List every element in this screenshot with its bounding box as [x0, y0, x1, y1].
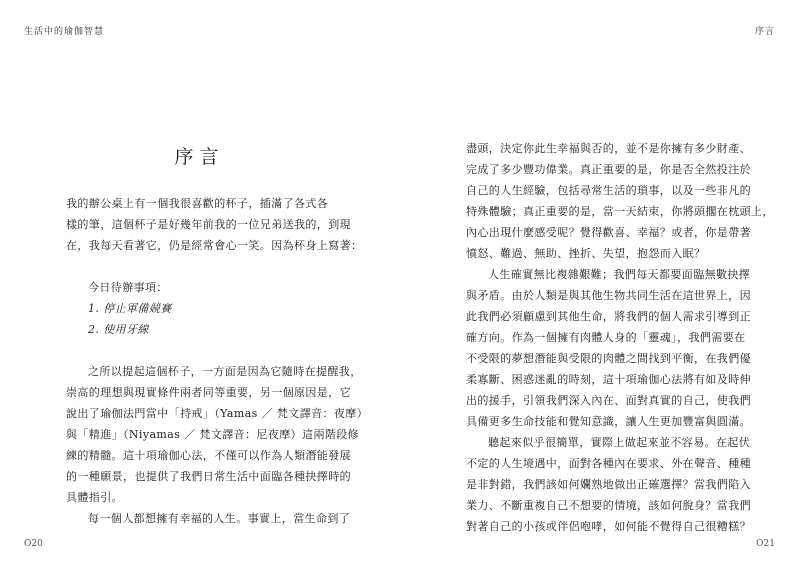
body-line: 每一個人都想擁有幸福的人生。事實上，當生命到了: [88, 512, 351, 525]
body-line: 盡頭，決定你此生幸福與否的，並不是你擁有多少財產、: [466, 142, 751, 155]
running-head-book-title: 生活中的瑜伽智慧: [24, 27, 105, 37]
todo-item-1: 1. 停止軍備競賽: [88, 302, 172, 315]
body-line: 崇高的理想與現實條件兩者同等重要，另一個原因是，它: [66, 386, 351, 399]
body-line: 之所以提起這個杯子，一方面是因為它隨時在提醒我，: [88, 365, 362, 378]
body-line: 對著自己的小孩或伴侶咆哮，如何能不覺得自己很糟糕？: [466, 520, 751, 533]
body-line: 憤怒、難過、無助、挫折、失望，抱怨而入眠？: [466, 247, 706, 260]
todo-item-2: 2. 使用牙線: [88, 323, 149, 336]
left-body-text: [66, 193, 369, 529]
body-line: 自己的人生經驗，包括尋常生活的瑣事，以及一些非凡的: [466, 184, 751, 197]
body-line: 我的辦公桌上有一個我很喜歡的杯子，插滿了各式各: [66, 197, 329, 210]
body-line: 練的精髓。這十項瑜伽心法，不僅可以作為人類潛能發展: [66, 449, 351, 462]
paragraph-gap: [66, 256, 342, 277]
body-line: 說出了瑜伽法門當中「持戒」（Yamas ／ 梵文譯音：夜摩）: [66, 407, 369, 420]
body-line: 內心出現什麼感受呢？覺得歡喜、幸福？或者，你是帶著: [466, 226, 751, 239]
chapter-title: 序言: [174, 146, 225, 168]
right-page: [400, 0, 799, 567]
body-line: 特殊體驗；真正重要的是，當一天結束，你將頭擱在枕頭上，: [466, 205, 774, 218]
page-number-left: O20: [24, 539, 43, 549]
body-line: 樣的筆，這個杯子是好幾年前我的一位兄弟送我的，到現: [66, 218, 351, 231]
body-line: 柔寡斷、困惑迷亂的時刻，這十項瑜伽心法將有如及時伸: [466, 373, 751, 386]
right-body-text: [466, 138, 774, 537]
paragraph-gap: [66, 340, 342, 361]
body-line: 聽起來似乎很簡單，實際上做起來並不容易。在起伏: [488, 436, 751, 449]
body-line: 此我們必須顧慮到其他生命，將我們的個人需求引導到正: [466, 310, 751, 323]
body-line: 不受限的夢想潛能與受限的肉體之間找到平衡，在我們優: [466, 352, 751, 365]
body-line: 不定的人生境遇中，面對各種內在要求、外在聲音、種種: [466, 457, 751, 470]
body-line: 出的援手，引領我們深入內在、面對真實的自己，使我們: [466, 394, 751, 407]
running-head-chapter: 序言: [754, 27, 775, 37]
todo-heading: 今日待辦事項：: [88, 281, 168, 294]
page-number-right: O21: [756, 539, 775, 549]
body-line: 人生確實無比複雜艱難；我們每天都要面臨無數抉擇: [488, 268, 751, 281]
body-line: 具備更多生命技能和覺知意識，讓人生更加豐富與圓滿。: [466, 415, 751, 428]
body-line: 業力、不斷重複自己不想要的情境，該如何脫身？當我們: [466, 499, 751, 512]
body-line: 具體指引。: [66, 491, 123, 504]
left-page: [0, 0, 399, 567]
body-line: 的一種願景，也提供了我們日常生活中面臨各種抉擇時的: [66, 470, 351, 483]
body-line: 完成了多少豐功偉業。真正重要的是，你是否全然投注於: [466, 163, 751, 176]
body-line: 是非對錯，我們該如何孄熟地做出正確選擇？當我們陷入: [466, 478, 751, 491]
body-line: 與矛盾。由於人類是與其他生物共同生活在這世界上，因: [466, 289, 751, 302]
body-line: 在，我每天看著它，仍是經常會心一笑。因為杯身上寫著：: [66, 239, 363, 252]
body-line: 確方向。作為一個擁有肉體人身的「靈魂」，我們需要在: [466, 331, 746, 344]
body-line: 與「精進」（Niyamas ／ 梵文譯音：尼夜摩）這兩階段修: [66, 428, 360, 441]
